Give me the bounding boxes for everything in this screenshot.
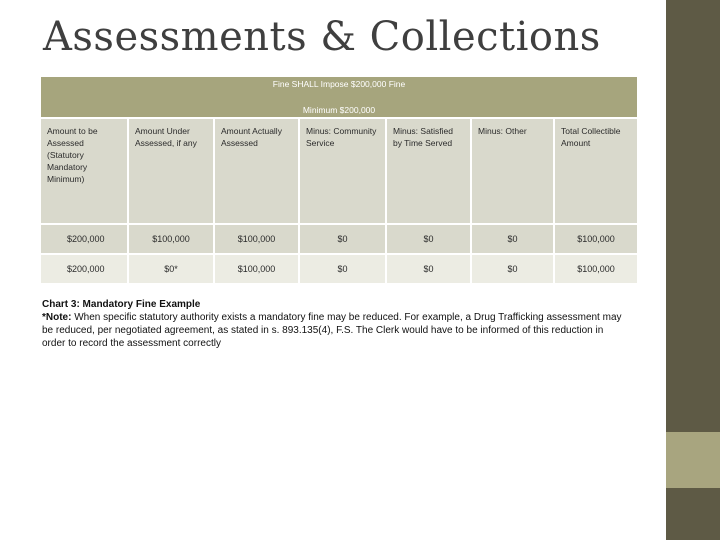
side-bar-dark-top	[666, 0, 720, 432]
page-title: Assessments & Collections	[43, 14, 601, 60]
header-amount-to-be-assessed: Amount to be Assessed (Statutory Mandatory Minimum)	[40, 118, 128, 224]
table-cell: $100,000	[554, 224, 638, 254]
header-amount-under-assessed: Amount Under Assessed, if any	[128, 118, 214, 224]
banner-line-2: Minimum $200,000	[302, 105, 376, 115]
table-header-row	[40, 118, 638, 224]
table-cell: $0	[471, 254, 554, 284]
note-text: When specific statutory authority exists a mandatory fine may be reduced. For example, a Drug Trafficking assessment may be reduced, per negotiated agreement, as stated in s. 893.135(4), F.S. The Clerk would have to be informed of this reduction in order to record the assessment correctly	[42, 312, 622, 349]
banner-line-1: Fine SHALL Impose $200,000 Fine	[272, 79, 406, 89]
side-bar-dark-bottom	[666, 488, 720, 540]
chart-caption: Chart 3: Mandatory Fine Example	[42, 299, 201, 310]
table-cell: $100,000	[214, 254, 299, 284]
table-cell: $0	[299, 254, 386, 284]
table-cell: $0	[471, 224, 554, 254]
fine-table	[40, 76, 638, 284]
note-label: *Note:	[42, 312, 72, 323]
table-cell: $0	[299, 224, 386, 254]
table-cell: $100,000	[128, 224, 214, 254]
header-time-served: Minus: Satisfied by Time Served	[386, 118, 471, 224]
table-banner	[40, 76, 638, 118]
header-community-service: Minus: Community Service	[299, 118, 386, 224]
table-cell: $200,000	[40, 224, 128, 254]
side-bar-light	[666, 432, 720, 488]
table-row	[40, 254, 638, 284]
table-cell: $0	[386, 254, 471, 284]
table-cell: $0	[386, 224, 471, 254]
table-cell: $0*	[128, 254, 214, 284]
header-total-collectible: Total Collectible Amount	[554, 118, 638, 224]
note-paragraph	[42, 311, 622, 350]
table-cell: $200,000	[40, 254, 128, 284]
table-cell: $100,000	[554, 254, 638, 284]
notes-block	[42, 298, 622, 350]
table-cell: $100,000	[214, 224, 299, 254]
header-other: Minus: Other	[471, 118, 554, 224]
header-amount-actually-assessed: Amount Actually Assessed	[214, 118, 299, 224]
table-row	[40, 224, 638, 254]
